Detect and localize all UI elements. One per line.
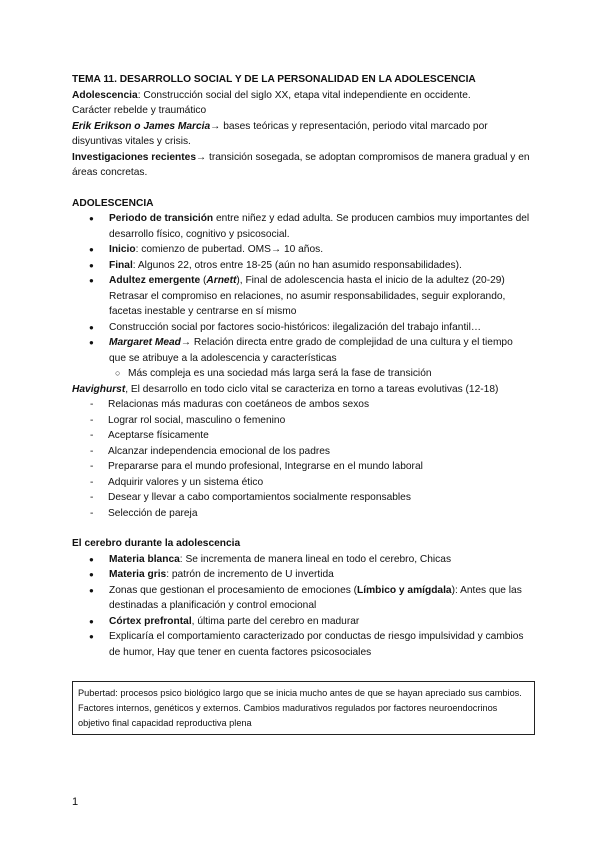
bullet-icon: ● [89,585,94,595]
list-item: ● Final: Algunos 22, otros entre 18-25 (aún no han asumido responsabilidades). [72,258,532,274]
note-line: objetivo final capacidad reproductiva plena [78,718,252,728]
bullet-icon: ● [89,616,94,626]
list-item: ● Zonas que gestionan el procesamiento de emociones (Límbico y amígdala): Antes que las destinadas a planificación y control emocional [89,584,522,611]
adolescencia-label: Adolescencia [72,89,138,101]
bullet-icon: ● [89,570,94,579]
bullet-icon: ● [89,214,94,223]
section-heading-cerebro: El cerebro durante la adolescencia [72,538,241,549]
bullet-icon: ● [89,260,94,270]
document-body [72,72,532,660]
havighurst-label: Havighurst [72,383,126,395]
list-item: - Aceptarse físicamente [72,428,532,444]
page-number: 1 [72,796,79,808]
intro-erikson-cont: disyuntivas vitales y crisis. [72,136,191,147]
list-item: ● Construcción social por factores socio-históricos: ilegalización del trabajo infantil… [72,320,532,336]
document-title: TEMA 11. DESARROLLO SOCIAL Y DE LA PERSONALIDAD EN LA ADOLESCENCIA [72,74,476,85]
investigaciones-label: Investigaciones recientes [72,151,197,163]
intro-adolescencia: Adolescencia: Construcción social del siglo XX, etapa vital independiente en occidente. [72,89,471,101]
list-item: - Selección de pareja [72,506,532,522]
note-line: Factores internos, genéticos y externos. Cambios madurativos regulados por factores neuroendocrinos [78,703,498,713]
list-item: ● Adultez emergente (Arnett), Final de adolescencia hasta el inicio de la adultez (20-29) Retrasar el compromiso en relaciones, no asumir responsabilidades, seguir explorando, facetas inestable y centrarse en sí mismo [89,275,506,317]
bullet-icon: ● [89,554,94,564]
list-item: - Relacionas más maduras con coetáneos de ambos sexos [72,397,532,413]
pubertad-note-box [72,681,535,735]
dash-icon: - [90,461,94,472]
havighurst-paragraph: Havighurst, El desarrollo en todo ciclo vital se caracteriza en torno a tareas evolutivas (12-18) [72,383,499,395]
list-item: ● Materia blanca: Se incrementa de manera lineal en todo el cerebro, Chicas [72,552,532,568]
dash-icon: - [90,445,94,457]
bullet-icon: ● [89,338,94,347]
list-item: - Prepararse para el mundo profesional, Integrarse en el mundo laboral [72,459,532,475]
list-item: ● Inicio: comienzo de pubertad. OMS→ 10 años. [72,242,532,258]
list-item: ● Margaret Mead→ Relación directa entre grado de complejidad de una cultura y el tiempo que se atribuye a la adolescencia y características [89,337,513,364]
bullet-icon: ● [89,322,94,332]
erikson-label: Erik Erikson o James Marcia [72,120,211,132]
intro-erikson: Erik Erikson o James Marcia→ bases teóricas y representación, periodo vital marcado por [72,120,488,132]
note-line: Pubertad: procesos psico biológico largo que se inicia mucho antes de que se hayan apreciado sus cambios. [78,688,522,698]
sub-list-item: ○ Más compleja es una sociedad más larga será la fase de transición [72,366,532,382]
list-item: - Alcanzar independencia emocional de los padres [72,444,532,460]
list-item: ● Explicaría el comportamiento caracterizado por conductas de riesgo impulsividad y cambios de humor, Hay que tener en cuenta factores psicosociales [89,631,524,658]
intro-investigaciones-cont: áreas concretas. [72,167,148,178]
list-item: ● Periodo de transición entre niñez y edad adulta. Se producen cambios muy importantes del desarrollo físico, cognitivo y psicosocial. [89,213,530,240]
section-heading-adolescencia: ADOLESCENCIA [72,197,154,209]
list-item: ● Córtex prefrontal, última parte del cerebro en madurar [72,614,532,630]
dash-icon: - [90,507,94,519]
list-item: ● Materia gris: patrón de incremento de U invertida [72,567,532,583]
intro-caracter: Carácter rebelde y traumático [72,105,207,116]
list-item: - Desear y llevar a cabo comportamientos socialmente responsables [72,490,532,506]
list-item: - Adquirir valores y un sistema ético [72,475,532,491]
intro-investigaciones: Investigaciones recientes→ transición sosegada, se adoptan compromisos de manera gradual y en [72,151,530,163]
dash-icon: - [90,414,94,426]
dash-icon: - [90,430,94,441]
dash-icon: - [90,399,94,410]
circle-bullet-icon: ○ [115,368,121,378]
bullet-icon: ● [89,632,94,641]
dash-icon: - [90,492,94,503]
bullet-icon: ● [89,245,94,254]
list-item: - Lograr rol social, masculino o femenino [72,413,532,429]
bullet-icon: ● [89,276,94,285]
dash-icon: - [90,476,94,488]
